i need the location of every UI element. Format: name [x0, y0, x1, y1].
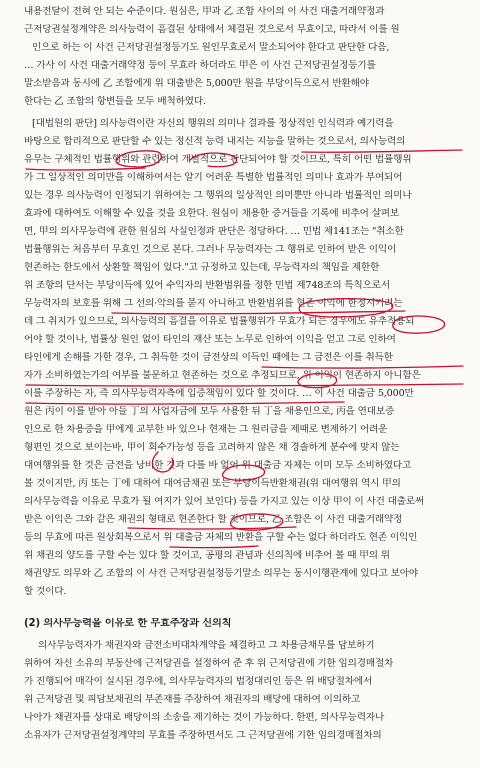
text-line: 등의 무효에 따른 원상회복으로서 위 대출금 자체의 반환을 구할 수는 없다 하더라도 현존 이익인	[24, 532, 418, 543]
text-line: 의사무능력을 이유로 무효가 될 여지가 있어 보인다) 등을 가지고 있는 이상 甲이 이 사건 대출로써	[24, 496, 425, 507]
text-line: 원은 丙이 이를 받아 아들 丁의 사업자금에 모두 사용한 뒤 丁을 채용인으로, 丙을 연대보증	[24, 406, 395, 417]
text-line: 근저당권설정계약은 의사능력이 흠결된 상태에서 체결된 것으로서 무효이고, 따라서 이를 원	[24, 24, 400, 35]
underline-mark	[302, 150, 462, 152]
text-line: 있는 경우 의사능력이 인정되기 위하여는 그 행위의 일상적인 의미뿐만 아니라 법률적인 의미나	[24, 190, 412, 201]
underline-mark	[128, 527, 296, 529]
text-line: 의사무능력자가 채권자와 금전소비대차계약을 체결하고 그 차용금채무를 담보하기	[38, 640, 375, 651]
text-line: 위 채권의 양도를 구할 수는 있다 할 것이고, 공평의 관념과 신의칙에 비추어 볼 때 甲의 위	[24, 550, 390, 561]
text-line: 위 조항의 단서는 부당이득에 있어 수익자의 반환범위를 정한 민법 제748조의 특칙으로서	[24, 280, 390, 291]
underline-mark	[262, 366, 463, 368]
text-line: 효과에 대하여도 이해할 수 있을 것을 요한다. 원심이 채용한 증거들을 기록에 비추어 살펴보	[24, 208, 400, 219]
text-line: 한다는 乙 조합의 항변들을 모두 배척하였다.	[24, 96, 206, 107]
text-line: 면, 甲의 의사무능력에 관한 원심의 사실인정과 판단은 정당하다. … 민법 제141조는 "취소한	[24, 226, 404, 237]
text-line: 가 그 일상적인 의미만을 이해하여서는 알기 어려운 특별한 법률적인 의미나 효과가 부여되어	[24, 172, 403, 183]
text-line: 자가 소비하였는가의 여부를 불문하고 현존하는 것으로 추정되므로, 위 이익이 현존하지 아니함은	[24, 370, 421, 381]
underline-mark	[26, 402, 344, 404]
text-line: 형편인 것으로 보이는바, 甲이 회수가능성 등을 고려하지 않은 채 경솔하게 분수에 맞지 않는	[24, 442, 400, 453]
text-line: 채권양도 의무와 乙 조합의 이 사건 근저당권설정등기말소 의무는 동시이행관계에 있다고 보아야	[24, 568, 419, 579]
text-line: 가 진행되어 매각이 실시된 경우에, 의사무능력자의 법정대리인 등은 위 배당절차에서	[24, 676, 373, 687]
underline-mark	[26, 384, 463, 386]
text-line: 타인에게 손해를 가한 경우, 그 취득한 것이 금전상의 이득인 때에는 그 금전은 이를 취득한	[24, 352, 393, 363]
text-line: 내용전달이 전혀 안 되는 수준이다. 원심은, 甲과 乙 조합 사이의 이 사건 대출거래약정과	[24, 6, 385, 17]
court-judgment-heading-line: [대법원의 판단] 의사능력이란 자신의 행위의 의미나 결과를 정상적인 인식력과 예기력을	[32, 118, 394, 129]
underline-mark	[170, 546, 258, 548]
text-line: … 가사 이 사건 대출거래약정 등이 무효라 하더라도 甲은 이 사건 근저당권설정등기를	[24, 60, 376, 71]
text-line: 현존하는 한도에서 상환할 책임이 있다."고 규정하고 있는데, 무능력자의 책임을 제한한	[24, 262, 380, 273]
section-heading: (2) 의사무능력을 이유로 한 무효주장과 신의칙	[24, 618, 232, 629]
text-line: 데 그 취지가 있으므로, 의사능력의 흠결을 이유로 법률행위가 무효가 되는 경우에도 유추적용되	[24, 316, 415, 327]
text-line: 어야 할 것이나, 법률상 원인 없이 타인의 재산 또는 노무로 인하여 이익을 얻고 그로 인하여	[24, 334, 396, 345]
text-line: 이를 주장하는 자, 즉 의사무능력자측에 입증책임이 있다 할 것이다. … 이 사건 대출금 5,000만	[24, 388, 414, 399]
text-line: 대여행위를 한 것은 금전을 낭비한 것과 다를 바 없어 위 대출금 자체는 이미 모두 소비하였다고	[24, 460, 412, 471]
text-line: 바탕으로 합리적으로 판단할 수 있는 정신적 능력 내지는 지능을 말하는 것으로서, 의사능력의	[24, 136, 406, 147]
text-line: 인으로 한 차용증을 甲에게 교부한 바 있으나 현재는 그 원리금을 제때로 변제하기 어려운	[24, 424, 388, 435]
text-line: 무능력자의 보호를 위해 그 선의·악의를 묻지 아니하고 반환범위를 현존 이익에 한정시키려는	[24, 298, 403, 309]
text-line: 받은 이익은 그와 같은 채권의 형태로 현존한다 할 것이므로, 乙 조합은 이 사건 대출거래약정	[24, 514, 403, 525]
text-line: 말소받음과 동시에 乙 조합에게 위 대출받은 5,000만 원을 부당이득으로서 반환해야	[24, 78, 369, 89]
text-line: 인으로 하는 이 사건 근저당권설정등기도 원인무효로서 말소되어야 한다고 판단한 다음,	[32, 42, 390, 53]
text-line: 위하여 자신 소유의 부동산에 근저당권을 설정하여 준 후 위 근저당권에 기한 임의경매절차	[24, 658, 394, 669]
text-line: 법률행위는 처음부터 무효인 것으로 본다. 그러나 무능력자는 그 행위로 인하여 받은 이익이	[24, 244, 397, 255]
text-line: 유무는 구체적인 법률행위와 관련하여 개별적으로 판단되어야 할 것이므로, 특히 어떤 법률행위	[24, 154, 412, 165]
text-line: 볼 것이지만, 丙 또는 丁에 대하여 대여금채권 또는 부당이득반환채권(위 대여행위 역시 甲의	[24, 478, 401, 489]
text-line: 나아가 채권자를 상대로 배당이의 소송을 제기하는 것이 가능하다. 한편, 의사무능력자나	[24, 712, 385, 723]
text-line: 위 근저당권 및 피담보채권의 부존재를 주장하여 채권자의 배당에 대하여 이의하고	[24, 694, 361, 705]
underline-mark	[26, 168, 145, 170]
text-line: 할 것이다.	[24, 586, 67, 597]
text-line: 소유자가 근저당권설정계약의 무효를 주장하면서도 그 근저당권에 기한 임의경매절차의	[24, 730, 382, 741]
underline-mark	[112, 311, 405, 314]
